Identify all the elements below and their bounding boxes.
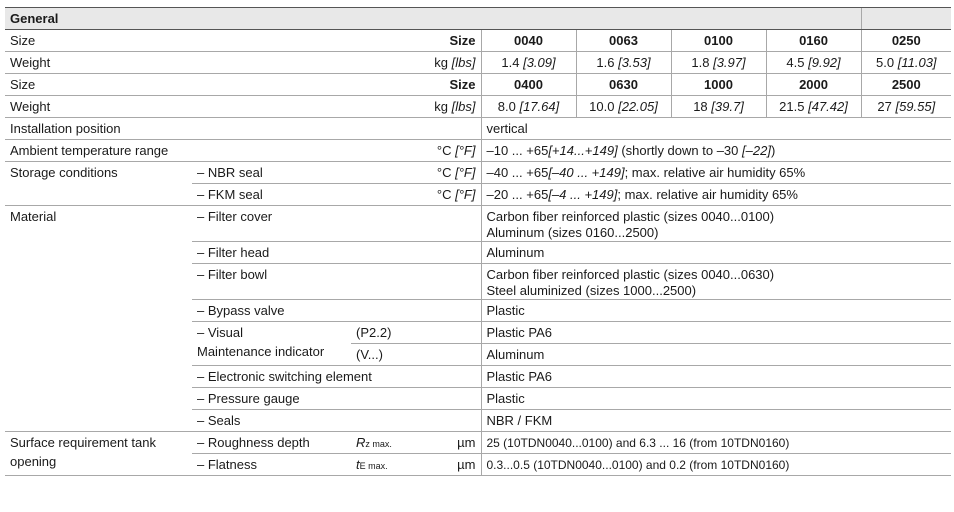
header-row bbox=[5, 8, 951, 30]
filter-cover-row bbox=[5, 206, 951, 242]
seals-label: – Seals bbox=[192, 410, 481, 432]
material-spacer bbox=[5, 242, 192, 264]
weight-cell: 1.4 [3.09] bbox=[481, 52, 576, 74]
filter-head-row bbox=[5, 242, 951, 264]
weight-row-2 bbox=[5, 96, 951, 118]
electronic-row bbox=[5, 366, 951, 388]
filter-head-value: Aluminum bbox=[481, 242, 951, 264]
weight-cell: 4.5 [9.92] bbox=[766, 52, 861, 74]
weight-cell: 10.0 [22.05] bbox=[576, 96, 671, 118]
installation-value: vertical bbox=[481, 118, 951, 140]
flatness-row bbox=[5, 454, 951, 476]
surface-label-2: opening bbox=[5, 454, 192, 476]
weight-cell: 8.0 [17.64] bbox=[481, 96, 576, 118]
electronic-label: – Electronic switching element bbox=[192, 366, 481, 388]
size-label: Size bbox=[5, 30, 393, 52]
bypass-value: Plastic bbox=[481, 300, 951, 322]
roughness-row bbox=[5, 432, 951, 454]
size-cell: 0160 bbox=[766, 30, 861, 52]
ambient-unit: °C [°F] bbox=[393, 140, 481, 162]
weight-unit: kg [lbs] bbox=[393, 52, 481, 74]
bypass-row bbox=[5, 300, 951, 322]
header-blank bbox=[861, 8, 951, 30]
weight-cell: 5.0 [11.03] bbox=[861, 52, 951, 74]
flatness-symbol: tE max. bbox=[351, 454, 393, 476]
seals-value: NBR / FKM bbox=[481, 410, 951, 432]
size-cell: 1000 bbox=[671, 74, 766, 96]
ambient-label: Ambient temperature range bbox=[5, 140, 393, 162]
size-cell: 2500 bbox=[861, 74, 951, 96]
size-cell: 0063 bbox=[576, 30, 671, 52]
visual-code-v: (V...) bbox=[351, 344, 481, 366]
weight-cell: 1.6 [3.53] bbox=[576, 52, 671, 74]
roughness-unit: µm bbox=[393, 432, 481, 454]
flatness-unit: µm bbox=[393, 454, 481, 476]
visual-value-p: Plastic PA6 bbox=[481, 322, 951, 344]
fkm-value: –20 ... +65[–4 ... +149]; max. relative air humidity 65% bbox=[481, 184, 951, 206]
size-cell: 0630 bbox=[576, 74, 671, 96]
weight-unit: kg [lbs] bbox=[393, 96, 481, 118]
surface-label-1: Surface requirement tank bbox=[10, 435, 156, 450]
weight-label: Weight bbox=[5, 96, 393, 118]
size-cell: 0040 bbox=[481, 30, 576, 52]
material-spacer bbox=[5, 388, 192, 410]
storage-nbr-row bbox=[5, 162, 951, 184]
material-label: Material bbox=[10, 209, 57, 224]
general-spec-table bbox=[5, 7, 951, 476]
ambient-value: –10 ... +65[+14...+149] (shortly down to –30 [–22]) bbox=[481, 140, 951, 162]
size-cell: 0400 bbox=[481, 74, 576, 96]
visual-row-2 bbox=[5, 344, 951, 366]
size-unit: Size bbox=[393, 74, 481, 96]
nbr-value: –40 ... +65[–40 ... +149]; max. relative air humidity 65% bbox=[481, 162, 951, 184]
storage-label: Storage conditions bbox=[10, 165, 118, 180]
weight-row-1 bbox=[5, 52, 951, 74]
size-unit: Size bbox=[393, 30, 481, 52]
material-spacer bbox=[5, 300, 192, 322]
weight-cell: 27 [59.55] bbox=[861, 96, 951, 118]
size-cell: 2000 bbox=[766, 74, 861, 96]
filter-cover-value: Carbon fiber reinforced plastic (sizes 0040...0100) Aluminum (sizes 0160...2500) bbox=[481, 206, 951, 242]
seals-row bbox=[5, 410, 951, 432]
weight-cell: 18 [39.7] bbox=[671, 96, 766, 118]
visual-label: – Visual bbox=[197, 325, 244, 340]
material-spacer bbox=[5, 322, 192, 344]
filter-bowl-value: Carbon fiber reinforced plastic (sizes 0040...0630) Steel aluminized (sizes 1000...2500) bbox=[481, 264, 951, 300]
section-title: General bbox=[5, 8, 861, 30]
gauge-value: Plastic bbox=[481, 388, 951, 410]
filter-bowl-label: – Filter bowl bbox=[192, 264, 481, 300]
fkm-unit: °C [°F] bbox=[393, 184, 481, 206]
gauge-row bbox=[5, 388, 951, 410]
flatness-value: 0.3...0.5 (10TDN0040...0100) and 0.2 (from 10TDN0160) bbox=[481, 454, 951, 476]
material-spacer bbox=[5, 366, 192, 388]
nbr-unit: °C [°F] bbox=[393, 162, 481, 184]
size-cell: 0250 bbox=[861, 30, 951, 52]
filter-head-label: – Filter head bbox=[192, 242, 481, 264]
electronic-value: Plastic PA6 bbox=[481, 366, 951, 388]
material-spacer bbox=[5, 410, 192, 432]
gauge-label: – Pressure gauge bbox=[192, 388, 481, 410]
weight-cell: 21.5 [47.42] bbox=[766, 96, 861, 118]
installation-label: Installation position bbox=[5, 118, 481, 140]
weight-cell: 1.8 [3.97] bbox=[671, 52, 766, 74]
filter-cover-label: – Filter cover bbox=[192, 206, 481, 242]
size-row-2 bbox=[5, 74, 951, 96]
material-spacer bbox=[5, 344, 192, 366]
storage-fkm-row bbox=[5, 184, 951, 206]
fkm-label: – FKM seal bbox=[192, 184, 393, 206]
maintenance-indicator-label: Maintenance indicator bbox=[192, 344, 351, 366]
roughness-label: – Roughness depth bbox=[192, 432, 351, 454]
nbr-label: – NBR seal bbox=[192, 162, 393, 184]
size-label: Size bbox=[5, 74, 393, 96]
roughness-symbol: Rz max. bbox=[351, 432, 393, 454]
roughness-value: 25 (10TDN0040...0100) and 6.3 ... 16 (from 10TDN0160) bbox=[481, 432, 951, 454]
weight-label: Weight bbox=[5, 52, 393, 74]
size-row-1 bbox=[5, 30, 951, 52]
bypass-label: – Bypass valve bbox=[192, 300, 481, 322]
installation-row bbox=[5, 118, 951, 140]
visual-row-1 bbox=[5, 322, 951, 344]
material-spacer bbox=[5, 264, 192, 300]
flatness-label: – Flatness bbox=[192, 454, 351, 476]
visual-value-v: Aluminum bbox=[481, 344, 951, 366]
size-cell: 0100 bbox=[671, 30, 766, 52]
storage-spacer bbox=[5, 184, 192, 206]
ambient-row bbox=[5, 140, 951, 162]
visual-code-p: (P2.2) bbox=[351, 322, 481, 344]
filter-bowl-row bbox=[5, 264, 951, 300]
